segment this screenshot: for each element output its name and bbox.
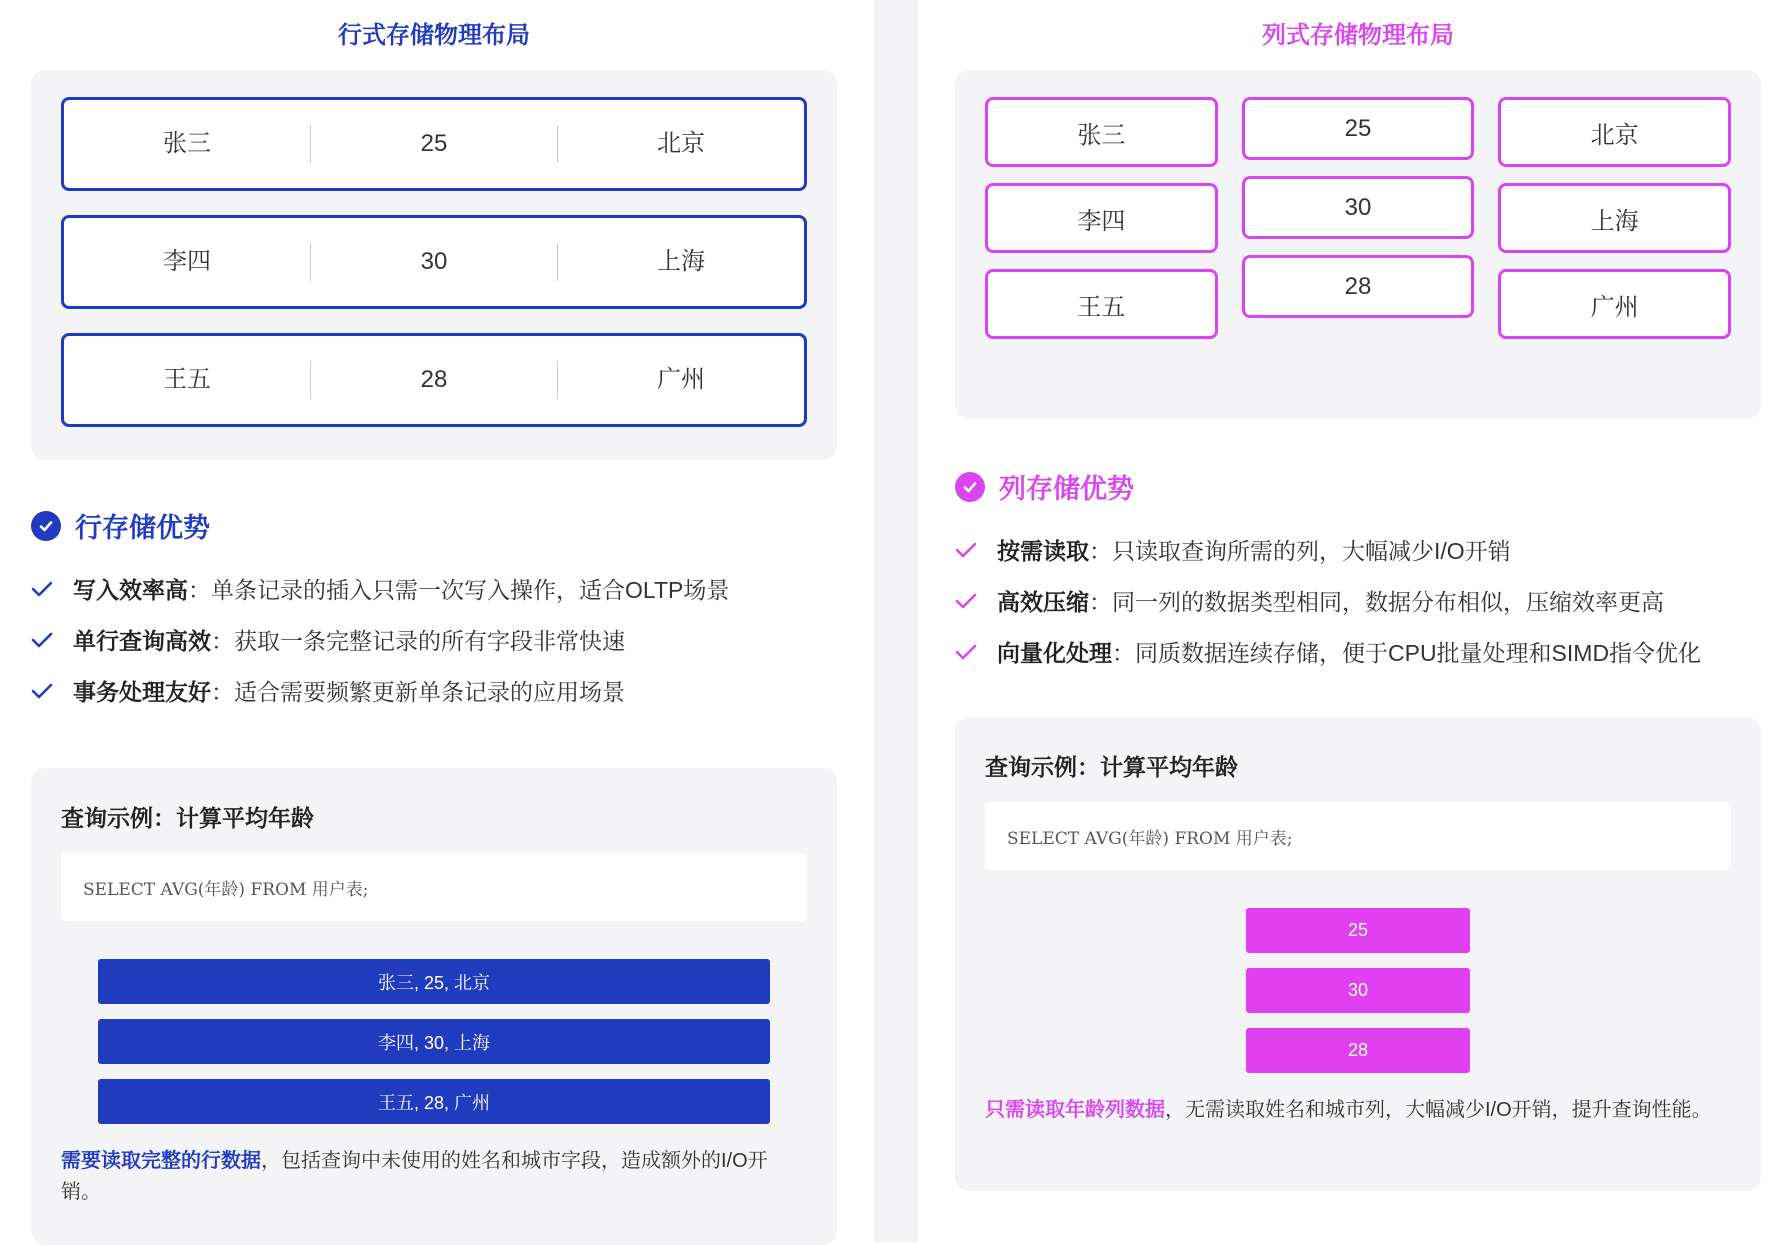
note-text: ，无需读取姓名和城市列，大幅减少I/O开销，提升查询性能。: [1165, 1099, 1712, 1121]
note-highlight: 只需读取年龄列数据: [985, 1099, 1165, 1121]
read-bar: 李四, 30, 上海: [98, 1019, 770, 1064]
column-advantages-heading: [955, 467, 1761, 506]
row-advantages-heading-text: 行存储优势: [75, 513, 210, 543]
note-highlight: 需要读取完整的行数据: [61, 1150, 261, 1172]
column-cell: 25: [1242, 97, 1475, 160]
query-title: 查询示例：计算平均年龄: [985, 754, 1238, 780]
column-group-name: [985, 97, 1218, 339]
list-item: [31, 563, 837, 614]
column-layout-box: [955, 70, 1761, 419]
column-cell: 28: [1242, 255, 1475, 318]
row-query-example: [31, 768, 837, 1245]
row-layout-box: [31, 70, 837, 460]
list-item: [955, 626, 1761, 677]
advantage-label: 事务处理友好: [73, 679, 211, 705]
advantage-label: 写入效率高: [73, 577, 188, 603]
row-cell-name: 王五: [64, 361, 311, 399]
row-cell-city: 北京: [657, 130, 705, 157]
column-cell: 上海: [1498, 183, 1731, 253]
column-query-example: [955, 717, 1761, 1191]
row-advantages-list: [31, 563, 837, 716]
checkmark-icon: [955, 541, 997, 559]
list-item: [955, 524, 1761, 575]
read-bars: [985, 908, 1731, 1073]
list-item: [31, 665, 837, 716]
read-bars: [61, 959, 807, 1124]
advantage-text: ：适合需要频繁更新单条记录的应用场景: [211, 679, 625, 705]
checkmark-icon: [31, 580, 73, 598]
read-bar: 张三, 25, 北京: [98, 959, 770, 1004]
advantage-label: 按需读取: [997, 538, 1089, 564]
column-cell: 李四: [985, 183, 1218, 253]
column-cell: 广州: [1498, 269, 1731, 339]
column-cell: 北京: [1498, 97, 1731, 167]
row-cell-name: 张三: [64, 125, 311, 163]
advantage-text: ：单条记录的插入只需一次写入操作，适合OLTP场景: [188, 577, 730, 603]
note-text: ，包括查询中未使用的姓名和城市字段，造成额外的I/O开销。: [61, 1150, 768, 1203]
row-record: [61, 215, 807, 309]
advantage-text: ：同质数据连续存储，便于CPU批量处理和SIMD指令优化: [1112, 640, 1702, 666]
row-cell-age: 30: [311, 243, 558, 281]
advantage-label: 向量化处理: [997, 640, 1112, 666]
checkmark-icon: [955, 592, 997, 610]
row-record: [61, 97, 807, 191]
sql-code: SELECT AVG(年龄) FROM 用户表;: [985, 802, 1731, 870]
row-record: [61, 333, 807, 427]
row-store-panel: [31, 0, 837, 1245]
row-store-title: 行式存储物理布局: [338, 22, 530, 49]
advantage-label: 高效压缩: [997, 589, 1089, 615]
column-grid: [985, 97, 1731, 339]
checkmark-icon: [31, 682, 73, 700]
list-item: [955, 575, 1761, 626]
column-store-title: 列式存储物理布局: [1262, 22, 1454, 49]
row-cell-age: 25: [311, 125, 558, 163]
read-bar: 王五, 28, 广州: [98, 1079, 770, 1124]
query-note: [61, 1146, 807, 1208]
read-bar: 30: [1246, 968, 1470, 1013]
checkmark-icon: [31, 631, 73, 649]
panel-divider: [874, 0, 918, 1242]
read-bar: 28: [1246, 1028, 1470, 1073]
advantage-text: ：同一列的数据类型相同，数据分布相似，压缩效率更高: [1089, 589, 1664, 615]
checkmark-icon: [955, 643, 997, 661]
row-cell-city: 上海: [657, 248, 705, 275]
column-advantages-heading-text: 列存储优势: [999, 474, 1134, 504]
check-circle-icon: [955, 472, 985, 502]
column-cell: 30: [1242, 176, 1475, 239]
row-cell-age: 28: [311, 361, 558, 399]
read-bar: 25: [1246, 908, 1470, 953]
sql-code: SELECT AVG(年龄) FROM 用户表;: [61, 853, 807, 921]
column-advantages-list: [955, 524, 1761, 677]
column-cell: 张三: [985, 97, 1218, 167]
advantage-text: ：只读取查询所需的列，大幅减少I/O开销: [1089, 538, 1511, 564]
row-advantages-heading: [31, 506, 837, 545]
column-group-age: [1242, 97, 1475, 339]
column-store-panel: [955, 0, 1761, 1191]
row-cell-name: 李四: [64, 243, 311, 281]
list-item: [31, 614, 837, 665]
advantage-label: 单行查询高效: [73, 628, 211, 654]
advantage-text: ：获取一条完整记录的所有字段非常快速: [211, 628, 625, 654]
query-title: 查询示例：计算平均年龄: [61, 805, 314, 831]
check-circle-icon: [31, 511, 61, 541]
row-cell-city: 广州: [657, 366, 705, 393]
column-group-city: [1498, 97, 1731, 339]
query-note: [985, 1095, 1731, 1126]
column-cell: 王五: [985, 269, 1218, 339]
